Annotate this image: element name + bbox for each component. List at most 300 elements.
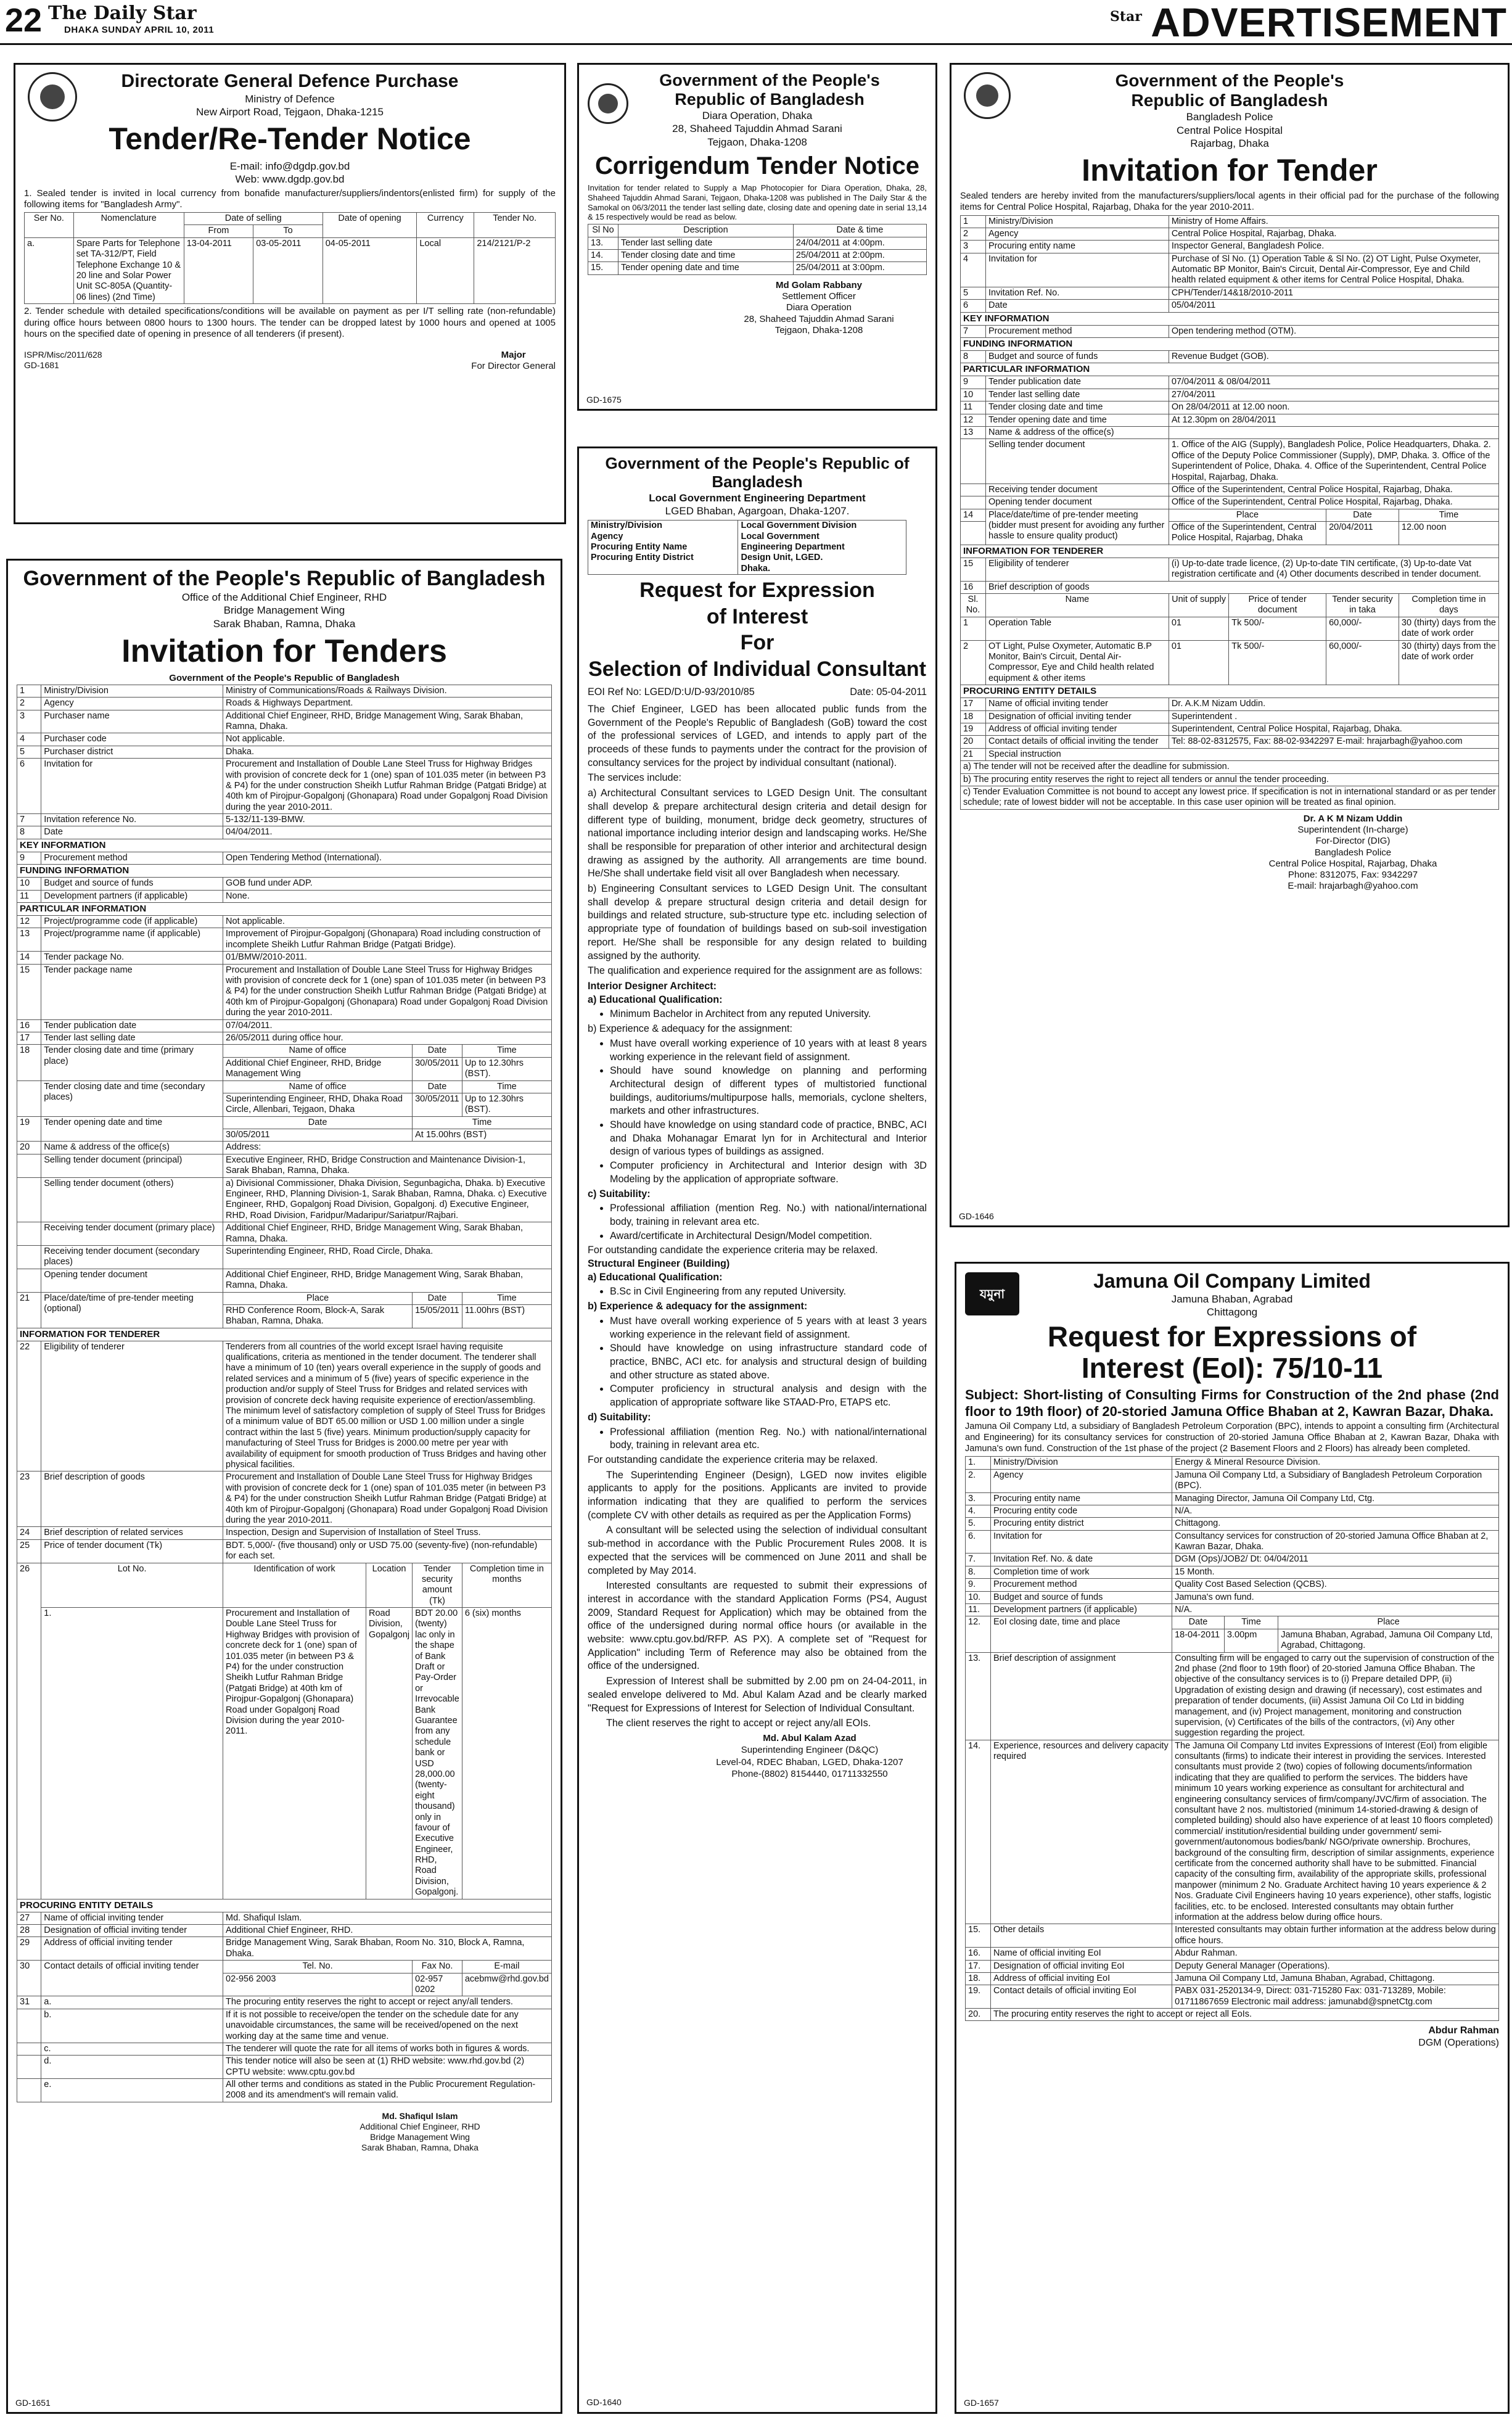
table-cell <box>17 1269 41 1292</box>
ad-subheading: Office of the Additional Chief Engineer, RHD <box>181 591 387 604</box>
col-header: Time <box>413 1116 552 1129</box>
dgdp-emblem-icon <box>28 72 77 121</box>
section-heading: KEY INFORMATION <box>961 312 1499 325</box>
table-row <box>966 1960 1499 1972</box>
table-cell <box>17 2043 41 2055</box>
table-cell: Operation Table <box>986 617 1169 640</box>
table-cell: 24/04/2011 at 4:00pm. <box>793 237 926 249</box>
ad-subject: Subject: Short-listing of Consulting Firms for Construction of the 2nd phase (2nd floor to 19th floor) of 20-storied Jamuna Office Bhaban at 2, Kawran Bazar, Dhaka. <box>965 1387 1499 1419</box>
table-cell: Tender closing date and time (secondary places) <box>41 1080 223 1116</box>
table-row <box>17 1341 552 1471</box>
ad-heading: Government of the People's <box>659 71 880 89</box>
table-row <box>588 262 927 274</box>
table-cell: Jamuna Oil Company Ltd, Jamuna Bhaban, Agrabad, Chittagong. <box>1172 1972 1499 1985</box>
tender-table <box>17 685 552 2102</box>
table-cell: Selling tender document (others) <box>41 1177 223 1222</box>
table-cell: 1 <box>17 685 41 697</box>
table-row <box>17 1045 552 1057</box>
table-cell: 07/04/2011. <box>223 1019 552 1032</box>
table-row <box>961 736 1499 748</box>
col-header: Description <box>618 224 794 237</box>
table-cell: N/A. <box>1172 1604 1499 1616</box>
signatory-line: Superintending Engineer (D&QC) <box>741 1745 879 1756</box>
section-heading: FUNDING INFORMATION <box>961 338 1499 351</box>
table-cell: c) Tender Evaluation Committee is not bound to accept any lowest price. If specification is not in international standard or as per tender schedule; rate of lowest bidder will not be acceptable. In this case user opinion will be treated as final opinion. <box>961 786 1499 809</box>
bullet-list <box>599 1426 927 1452</box>
table-row <box>17 878 552 890</box>
table-cell: Road Division, Gopalgonj <box>366 1608 413 1899</box>
signatory-line: E-mail: hrajarbagh@yahoo.com <box>1288 881 1418 892</box>
table-cell: 31 <box>17 1996 41 2009</box>
table-cell: 01 <box>1169 640 1228 685</box>
ad-title: Invitation for Tender <box>1082 153 1378 188</box>
list-item: • Professional affiliation (mention Reg. No.) with national/international body, training in relevant area etc. <box>610 1426 927 1452</box>
col-header: Sl. No. <box>961 594 986 617</box>
table-cell: 4 <box>17 733 41 746</box>
tender-table <box>960 215 1499 810</box>
ad-paragraph: Jamuna Oil Company Ltd, a subsidiary of Bangladesh Petroleum Corporation (BPC), intends to appoint a consulting firm (Architectural and Engineering) for its consultancy services for construction of 20-storied Jamuna Office Bhaban at 2, Kawran Bazar, Dhaka with Jamuna's own fund. Construction of the 1st phase of the project (2 Basement Floors and 2 Floors) has already been completed. <box>965 1422 1499 1454</box>
table-row <box>961 786 1499 809</box>
table-cell: Procurement method <box>991 1579 1172 1591</box>
table-cell: Tender opening date and time <box>618 262 794 274</box>
table-cell: Development partners (if applicable) <box>991 1604 1172 1616</box>
table-cell: 1 <box>961 215 986 228</box>
ad-web: Web: www.dgdp.gov.bd <box>235 173 345 186</box>
table-cell: 14 <box>961 509 986 521</box>
table-cell: Procurement and Installation of Double Lane Steel Truss for Highway Bridges with provision of concrete deck for 1 (one) span of 101.035 meter (in between P3 & P4) for the under construction Sheikh Lutfur Rahman Bridge (Patgati Bridge) at 40th km of Pirojpur-Gopalgonj (Ghonapara) Road under Gopalgonj Road Division during the year 2010-2011. <box>223 1471 552 1527</box>
table-cell: Local Government Division <box>738 521 906 532</box>
table-cell: 5 <box>17 746 41 758</box>
ad-heading: Government of the People's <box>1115 71 1344 90</box>
col-header: Place <box>223 1292 413 1304</box>
table-row <box>966 1566 1499 1578</box>
table-row <box>961 723 1499 735</box>
table-cell: Name & address of the office(s) <box>41 1142 223 1154</box>
table-cell: Designation of official inviting tender <box>986 710 1169 723</box>
ad-subheading: Jamuna Bhaban, Agrabad <box>1171 1293 1293 1305</box>
table-cell: 28 <box>17 1925 41 1937</box>
table-cell: At 15.00hrs (BST) <box>413 1129 552 1142</box>
table-cell: Superintendent, Central Police Hospital, Rajarbag, Dhaka. <box>1169 723 1498 735</box>
table-cell: Energy & Mineral Resource Division. <box>1172 1457 1499 1469</box>
table-row <box>588 553 906 563</box>
table-cell: Agency <box>41 698 223 710</box>
table-cell: 18. <box>966 1972 991 1985</box>
section-heading: a) Educational Qualification: <box>588 1271 723 1283</box>
table-cell: Bridge Management Wing, Sarak Bhaban, Room No. 310, Block A, Ramna, Dhaka. <box>223 1937 552 1961</box>
col-header: Name of office <box>223 1080 413 1093</box>
ad-heading: Jamuna Oil Company Limited <box>1093 1270 1371 1292</box>
ad-paragraph: 1. Sealed tender is invited in local currency from bonafide manufacturer/suppliers/indentors(enlisted firm) for supply of the following items for "Bangladesh Army". <box>24 187 556 210</box>
eoi-date: Date: 05-04-2011 <box>850 686 927 698</box>
table-cell: Selling tender document <box>986 439 1169 484</box>
police-emblem-icon <box>964 72 1011 119</box>
table-row <box>17 1328 552 1341</box>
col-header: E-mail <box>462 1961 551 1973</box>
table-cell: If it is not possible to receive/open the tender on the schedule date for any unavoidable circumstances, the same will be received/opened on the next working day at the same time and venue. <box>223 2009 552 2043</box>
table-cell: Opening tender document <box>986 496 1169 509</box>
table-row <box>961 414 1499 426</box>
table-cell: Additional Chief Engineer, RHD, Bridge Management Wing, Sarak Bhaban, Ramna, Dhaka. <box>223 710 552 733</box>
table-row <box>966 2009 1499 2021</box>
table-row <box>961 325 1499 337</box>
signatory-line: Additional Chief Engineer, RHD <box>360 2121 480 2131</box>
col-header: Identification of work <box>223 1563 366 1608</box>
table-cell <box>17 2056 41 2079</box>
table-cell: 3.00pm <box>1224 1629 1278 1652</box>
signatory-line: Bridge Management Wing <box>370 2132 470 2142</box>
ad-title: Tender/Re-Tender Notice <box>109 121 471 156</box>
ad-title: Request for Expressions of <box>1047 1320 1417 1353</box>
table-cell: Central Police Hospital, Rajarbag, Dhaka. <box>1169 228 1498 240</box>
list-item: • Should have knowledge on using infrastructure standard code of practice, BNBC, ACI etc. for analysis and structural design of building and other structure as stated above. <box>610 1342 927 1382</box>
table-cell: Designation of official inviting tender <box>41 1925 223 1937</box>
table-cell: 01/BMW/2010-2011. <box>223 952 552 964</box>
table-row <box>961 253 1499 287</box>
ad-title: Selection of Individual Consultant <box>588 657 926 681</box>
table-row <box>961 640 1499 685</box>
col-header: Date <box>413 1045 462 1057</box>
masthead <box>0 0 1512 45</box>
table-cell: 04/04/2011. <box>223 826 552 839</box>
table-cell: 6 <box>17 759 41 814</box>
table-row <box>966 1652 1499 1740</box>
ad-code: GD-1681 <box>24 360 59 371</box>
table-row <box>17 814 552 826</box>
table-cell: 1. Office of the AIG (Supply), Bangladesh Police, Police Headquarters, Dhaka. 2. Office of the Deputy Police Commissioner (Supply), DMP, Dhaka. 3. Office of the Superintendent of Police, Dhaka. 4. Office of the Superintendent, Central Police Hospital, Rajarbag, Dhaka. <box>1169 439 1498 484</box>
table-cell: e. <box>41 2079 223 2102</box>
ad-ref: ISPR/Misc/2011/628 <box>24 350 102 360</box>
table-cell: 25/04/2011 at 2:00pm. <box>793 250 926 262</box>
table-cell: Place/date/time of pre-tender meeting (optional) <box>41 1292 223 1328</box>
signature-block <box>711 280 927 336</box>
list-item: • Should have knowledge on using standard code of practice, BNBC, ACI and Dhaka Mohanagar Emarat lyn for in Architectural and Interior design of various types of buildings as assigned. <box>610 1119 927 1159</box>
ad-subheading: Bangladesh Police <box>1186 111 1273 123</box>
ad-paragraph: a) Architectural Consultant services to LGED Design Unit. The consultant shall develop & prepare architectural design criteria and detail design for different type of building, monument, bridge deck geometry, structures of national importance including interior design and landscaping works. He/She shall be responsible for preparation of other interior and architectural design drawing as assigned by the authority. All arrangements are time bound. He/She shall undertake field visit all over Bangladesh when necessary. <box>588 788 927 879</box>
entity-table <box>588 520 906 575</box>
table-row <box>17 1996 552 2009</box>
table-row <box>966 1579 1499 1591</box>
table-cell: Local Government <box>738 532 906 542</box>
table-row <box>966 1616 1499 1629</box>
table-cell: a) The tender will not be received after the deadline for submission. <box>961 761 1499 773</box>
table-row <box>966 1948 1499 1960</box>
table-cell: 13 <box>17 928 41 952</box>
table-cell: Inspection, Design and Supervision of Installation of Steel Truss. <box>223 1527 552 1539</box>
table-row <box>961 581 1499 593</box>
section-heading: INFORMATION FOR TENDERER <box>17 1328 552 1341</box>
table-row <box>961 698 1499 710</box>
col-header: Time <box>462 1045 551 1057</box>
ad-address: Tejgaon, Dhaka-1208 <box>707 136 807 148</box>
table-row <box>961 228 1499 240</box>
table-cell: 7 <box>17 814 41 826</box>
table-row <box>17 826 552 839</box>
table-cell: 18 <box>17 1045 41 1080</box>
table-cell: 214/2121/P-2 <box>474 237 556 303</box>
table-cell: Superintending Engineer, RHD, Road Circle, Dhaka. <box>223 1245 552 1269</box>
table-cell: On 28/04/2011 at 12.00 noon. <box>1169 401 1498 414</box>
col-header: Date & time <box>793 224 926 237</box>
list-item: • Should have sound knowledge on planning and performing Architectural design of different types of multistoried functional buildings, auditoriums/multipurpose halls, memorials, cyclone shelters, markets and other infrastructures. <box>610 1064 927 1118</box>
table-cell: 3 <box>961 241 986 253</box>
ad-lged-eoi <box>577 447 937 2414</box>
ad-paragraph: The qualification and experience required for the assignment are as follows: <box>588 965 922 977</box>
col-header: Date <box>223 1116 413 1129</box>
table-cell: Procuring entity name <box>991 1492 1172 1505</box>
table-row <box>17 928 552 952</box>
table-cell: 9 <box>17 852 41 864</box>
table-cell: 16 <box>17 1019 41 1032</box>
ad-address: Rajarbag, Dhaka <box>1190 137 1269 149</box>
table-row <box>25 237 556 303</box>
table-cell: Abdur Rahman. <box>1172 1948 1499 1960</box>
table-row <box>961 509 1499 521</box>
ad-code: GD-1640 <box>586 2397 622 2408</box>
table-cell: 10 <box>17 878 41 890</box>
col-header: Name <box>986 594 1169 617</box>
ad-dgdp-tender <box>14 63 566 524</box>
table-cell: Name of official inviting tender <box>986 698 1169 710</box>
ad-code: GD-1646 <box>959 1211 994 1221</box>
col-header: Place <box>1169 509 1326 521</box>
table-row <box>961 545 1499 558</box>
table-cell: 4 <box>961 253 986 287</box>
table-cell: 13. <box>588 237 618 249</box>
table-cell: 14 <box>17 952 41 964</box>
table-row <box>17 759 552 814</box>
ad-subheading: Bridge Management Wing <box>223 604 345 617</box>
ad-heading: Directorate General Defence Purchase <box>121 71 459 91</box>
table-cell: 17 <box>961 698 986 710</box>
table-cell: Additional Chief Engineer, RHD, Bridge Management Wing, Sarak Bhaban, Ramna, Dhaka. <box>223 1222 552 1246</box>
table-cell <box>17 2009 41 2043</box>
ad-email: E-mail: info@dgdp.gov.bd <box>229 160 350 172</box>
table-row <box>17 698 552 710</box>
table-cell <box>961 522 986 545</box>
table-cell: 15. <box>588 262 618 274</box>
table-cell: 30 <box>17 1961 41 1996</box>
table-row <box>961 389 1499 401</box>
col-header: Nomenclature <box>73 213 184 238</box>
signatory-name: Md. Shafiqul Islam <box>382 2110 458 2121</box>
table-cell: 7. <box>966 1554 991 1566</box>
table-cell: 30 (thirty) days from the date of work order <box>1399 617 1498 640</box>
table-cell: Procurement method <box>986 325 1169 337</box>
table-row <box>17 1177 552 1222</box>
table-row <box>17 1116 552 1129</box>
table-cell: GOB fund under ADP. <box>223 878 552 890</box>
table-cell: Ministry of Home Affairs. <box>1169 215 1498 228</box>
table-row <box>961 300 1499 312</box>
table-row <box>17 1937 552 1961</box>
col-header: From <box>184 225 253 237</box>
eoi-table <box>965 1456 1499 2021</box>
table-cell: The Jamuna Oil Company Ltd invites Expressions of Interest (EoI) from eligible consultants (firms) to indicate their interest in providing the services. Interested consultants must provide 2 (two) copies of following documents/information indicating that they are qualified to perform the services. The bidders have minimum 10 years working experience as consultant for architectural and engineering consultancy services of firm/company/JVC/firm of association. The consultant have 2 nos. multistoried (minimum 14-storied-drawing & design of completed building) should also have experience of at least 10 floors completed) commercial/ institution/residential building under government/ semi-government/autonomous bodies/bank/ NGO/private ownership. Brochures, background of the consulting firm, description of similar assignments, experience certificate from the concerned authority shall have to be submitted. Financial capacity of the consulting firm, availability of the appropriate skills, professional manpower (minimum 2 No. Graduate Architect having 10 years experience & 2 Nos. Graduate Civil Engineers having 10 years experience), other staffs, logistic facilities, etc. to be enclosed. Interested consultants may obtain further information at the address below during office hours. <box>1172 1740 1499 1924</box>
table-row <box>17 952 552 964</box>
table-cell: 12.00 noon <box>1399 522 1498 545</box>
table-cell: Name of official inviting tender <box>41 1912 223 1924</box>
ad-subheading: Diara Operation, Dhaka <box>702 110 813 122</box>
table-row <box>17 2009 552 2043</box>
section-heading: b) Experience & adequacy for the assignment: <box>588 1023 793 1035</box>
signature-block <box>288 2111 552 2153</box>
table-cell: 8 <box>961 351 986 363</box>
signatory-name: Abdur Rahman <box>1428 2025 1499 2036</box>
table-row <box>17 1142 552 1154</box>
col-header: Price of tender document <box>1229 594 1326 617</box>
table-cell: 8 <box>17 826 41 839</box>
section-heading: PARTICULAR INFORMATION <box>961 363 1499 376</box>
list-item: • Must have overall working experience of 10 years with at least 8 years working experience in the relevant field of assignment. <box>610 1037 927 1064</box>
table-cell: 1. <box>41 1608 223 1899</box>
ad-subheading: Central Police Hospital <box>1177 124 1283 136</box>
table-cell: Design Unit, LGED. <box>738 553 906 563</box>
table-cell: Opening tender document <box>41 1269 223 1292</box>
table-row <box>588 564 906 575</box>
table-cell: 12 <box>17 916 41 928</box>
table-cell: Tender opening date and time <box>41 1116 223 1142</box>
table-cell: 11 <box>17 890 41 902</box>
table-cell: Ministry/Division <box>986 215 1169 228</box>
signatory-name: Md. Abul Kalam Azad <box>763 1732 857 1743</box>
table-cell: 15. <box>966 1924 991 1948</box>
table-cell: Invitation Ref. No. <box>986 287 1169 299</box>
ad-police-hospital-tender <box>950 63 1510 1227</box>
table-cell: 19 <box>961 723 986 735</box>
col-header: Unit of supply <box>1169 594 1228 617</box>
table-row <box>588 542 906 553</box>
signatory-rank: Major <box>501 350 526 361</box>
col-header: Completion time in months <box>462 1563 551 1608</box>
section-heading: KEY INFORMATION <box>17 839 552 852</box>
table-cell: 6. <box>966 1530 991 1554</box>
table-cell: Receiving tender document <box>986 484 1169 496</box>
col-header: Completion time in days <box>1399 594 1498 617</box>
col-header: Tender security amount (Tk) <box>413 1563 462 1608</box>
table-cell: Eligibility of tenderer <box>41 1341 223 1471</box>
table-cell: 13 <box>961 426 986 438</box>
table-cell: 2 <box>961 228 986 240</box>
col-header: Tel. No. <box>223 1961 413 1973</box>
col-header: Time <box>462 1292 551 1304</box>
col-header: Time <box>1224 1616 1278 1629</box>
signatory-line: Central Police Hospital, Rajarbag, Dhaka <box>1268 858 1437 869</box>
ad-jamuna-oil-eoi <box>955 1262 1510 2414</box>
col-header: Date <box>413 1292 462 1304</box>
section-heading: a) Educational Qualification: <box>588 994 723 1005</box>
table-row <box>17 685 552 697</box>
table-cell: 15 Month. <box>1172 1566 1499 1578</box>
table-cell: Brief description of assignment <box>991 1652 1172 1740</box>
table-row <box>961 761 1499 773</box>
table-cell: Executive Engineer, RHD, Bridge Construction and Maintenance Division-1, Sarak Bhaban, Ramna, Dhaka. <box>223 1154 552 1177</box>
ad-address: Chittagong <box>1206 1306 1258 1319</box>
table-cell: Interested consultants may obtain further information at the address below during office hours. <box>1172 1924 1499 1948</box>
col-header: Tender security in taka <box>1326 594 1399 617</box>
section-heading: d) Suitability: <box>588 1411 651 1423</box>
table-cell: Contact details of official inviting EoI <box>991 1985 1172 2009</box>
table-cell: 25 <box>17 1539 41 1563</box>
table-cell: 9. <box>966 1579 991 1591</box>
table-cell: BDT. 5,000/- (five thousand) only or USD 75.00 (seventy-five) (non-refundable) for each set. <box>223 1539 552 1563</box>
table-cell: Tender last selling date <box>618 237 794 249</box>
ad-code: GD-1675 <box>586 394 622 405</box>
table-cell <box>17 1154 41 1177</box>
table-cell <box>961 439 986 484</box>
table-cell: 25/04/2011 at 3:00pm. <box>793 262 926 274</box>
table-cell: Experience, resources and delivery capacity required <box>991 1740 1172 1924</box>
table-cell: Development partners (if applicable) <box>41 890 223 902</box>
section-heading: FUNDING INFORMATION <box>17 865 552 878</box>
table-cell <box>17 1245 41 1269</box>
table-row <box>966 1469 1499 1492</box>
list-item: • Computer proficiency in Architectural and Interior design with 3D Modeling by the application of appropriate software. <box>610 1159 927 1186</box>
ad-title: Invitation for Tenders <box>121 633 447 669</box>
section-heading: b) Experience & adequacy for the assignment: <box>588 1301 808 1312</box>
table-row <box>966 1985 1499 2009</box>
table-cell: Procuring Entity Name <box>591 542 688 553</box>
table-cell: 14. <box>966 1740 991 1924</box>
table-cell: Address: <box>223 1142 552 1154</box>
signatory-line: Level-04, RDEC Bhaban, LGED, Dhaka-1207 <box>716 1756 903 1768</box>
table-cell: Consulting firm will be engaged to carry out the supervision of construction of the 2nd phase (2nd floor to 19th floor) of 20-storied Jamuna Office Bhaban. The objective of the consultancy services is to (i) Prepare detailed DPP, (ii) Upgradation of existing design and drawing (if necessary), cost estimates and preparation of tender documents, (iii) Assist Jamuna Oil Co Ltd in bidding management, and (iv) Project management, monitoring and construction supervision, (v) Certificates of the bills of the contractors, (vi) Any other suggestion regarding the project. <box>1172 1652 1499 1740</box>
table-cell: Receiving tender document (primary place) <box>41 1222 223 1246</box>
table-cell: Inspector General, Bangladesh Police. <box>1169 241 1498 253</box>
col-header: Time <box>462 1080 551 1093</box>
table-cell: Dhaka. <box>223 746 552 758</box>
table-cell: b) The procuring entity reserves the right to reject all tenders or annul the tender proceeding. <box>961 773 1499 786</box>
corrigendum-table <box>588 224 927 275</box>
table-row <box>966 1505 1499 1517</box>
ad-corrigendum-tender <box>577 63 937 411</box>
table-cell: Agency <box>991 1469 1172 1492</box>
ad-title: Request for Expression <box>639 578 875 603</box>
col-header: Fax No. <box>413 1961 462 1973</box>
ad-subtitle: Government of the People's Republic of Bangladesh <box>169 673 400 684</box>
table-cell: 30/05/2011 <box>413 1093 462 1116</box>
table-cell: 9 <box>961 376 986 389</box>
table-cell: Invitation for <box>41 759 223 814</box>
table-cell: 3 <box>17 710 41 733</box>
table-cell: Tender last selling date <box>986 389 1169 401</box>
table-cell: 5 <box>961 287 986 299</box>
table-row <box>17 1471 552 1527</box>
table-cell: 27 <box>17 1912 41 1924</box>
table-cell: 4. <box>966 1505 991 1517</box>
table-cell: 7 <box>961 325 986 337</box>
table-row <box>17 2056 552 2079</box>
signature-block <box>965 2025 1499 2049</box>
table-cell: 21 <box>17 1292 41 1328</box>
table-cell: 02-957 0202 <box>413 1973 462 1996</box>
table-cell: 11. <box>966 1604 991 1616</box>
table-row <box>961 439 1499 484</box>
table-cell: acebmw@rhd.gov.bd <box>462 1973 551 1996</box>
table-cell: Designation of official inviting EoI <box>991 1960 1172 1972</box>
table-cell: Name & address of the office(s) <box>986 426 1169 438</box>
table-cell: Name of official inviting EoI <box>991 1948 1172 1960</box>
ad-paragraph: The Chief Engineer, LGED has been allocated public funds from the Government of the People's Republic of Bangladesh (GoB) toward the cost of the professional services of LGED, and intends to apply part of the proceeds of these funds to payments under the contract for the provision of consultancy services for the project by individual consultant (national). <box>588 703 927 768</box>
ad-paragraph: Sealed tenders are hereby invited from the manufacturers/suppliers/local agents in their official pad for the purchase of the following items for Central Police Hospital, Rajarbag, Dhaka for the year 2010-2011. <box>960 191 1499 212</box>
signatory-line: Tejgaon, Dhaka-1208 <box>774 325 863 336</box>
table-cell: Receiving tender document (secondary places) <box>41 1245 223 1269</box>
table-cell: Superintendent . <box>1169 710 1498 723</box>
table-cell <box>1169 426 1498 438</box>
issue-date: DHAKA SUNDAY APRIL 10, 2011 <box>64 25 215 35</box>
table-cell: 18 <box>961 710 986 723</box>
table-row <box>961 241 1499 253</box>
